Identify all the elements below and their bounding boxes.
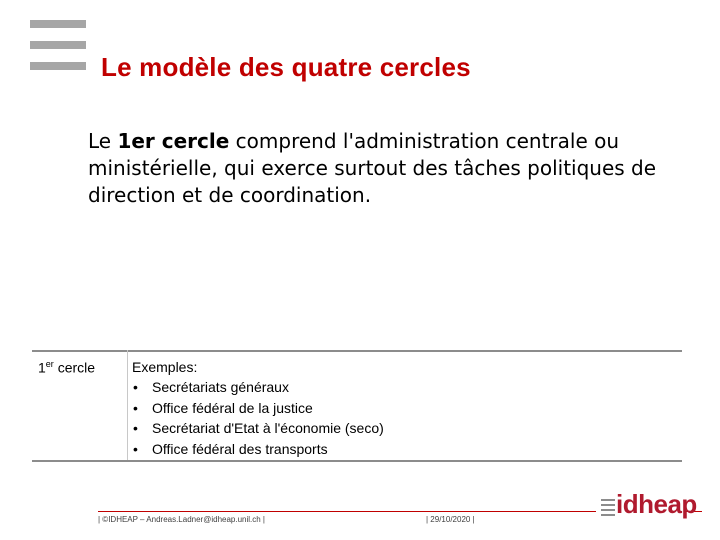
decorative-bar xyxy=(30,20,86,28)
label-number: 1 xyxy=(38,359,46,376)
body-prefix: Le xyxy=(88,129,118,153)
table-column-separator xyxy=(127,350,128,462)
examples-list xyxy=(132,377,384,459)
slide-body xyxy=(88,128,688,209)
label-text: cercle xyxy=(53,359,96,376)
decorative-bars xyxy=(30,20,86,83)
decorative-bar xyxy=(30,62,86,70)
list-item: • Office fédéral des transports xyxy=(132,439,384,460)
table-row-label xyxy=(38,359,95,376)
label-superscript: er xyxy=(45,359,54,369)
decorative-bar xyxy=(30,41,86,49)
examples-table xyxy=(32,350,682,462)
table-top-rule xyxy=(32,350,682,352)
table-bottom-rule xyxy=(32,460,682,462)
logo-text: idheap xyxy=(616,489,697,519)
list-item: • Secrétariat d'Etat à l'économie (seco) xyxy=(132,418,384,439)
examples-heading: Exemples: xyxy=(132,359,198,375)
footer-date: | 29/10/2020 | xyxy=(426,515,475,524)
list-item: • Secrétariats généraux xyxy=(132,377,384,398)
logo-bars-icon xyxy=(601,499,615,519)
footer-credit: | ©IDHEAP – Andreas.Ladner@idheap.unil.ch | xyxy=(98,515,266,524)
footer-rule xyxy=(98,511,596,512)
slide-title: Le modèle des quatre cercles xyxy=(101,52,471,82)
body-suffix: comprend l'administration centrale ou ministérielle, qui exerce surtout des tâches politiques de direction et de coordination. xyxy=(88,129,657,207)
table-row-content xyxy=(132,359,384,459)
body-bold: 1er cercle xyxy=(117,129,230,153)
list-item: • Office fédéral de la justice xyxy=(132,398,384,419)
